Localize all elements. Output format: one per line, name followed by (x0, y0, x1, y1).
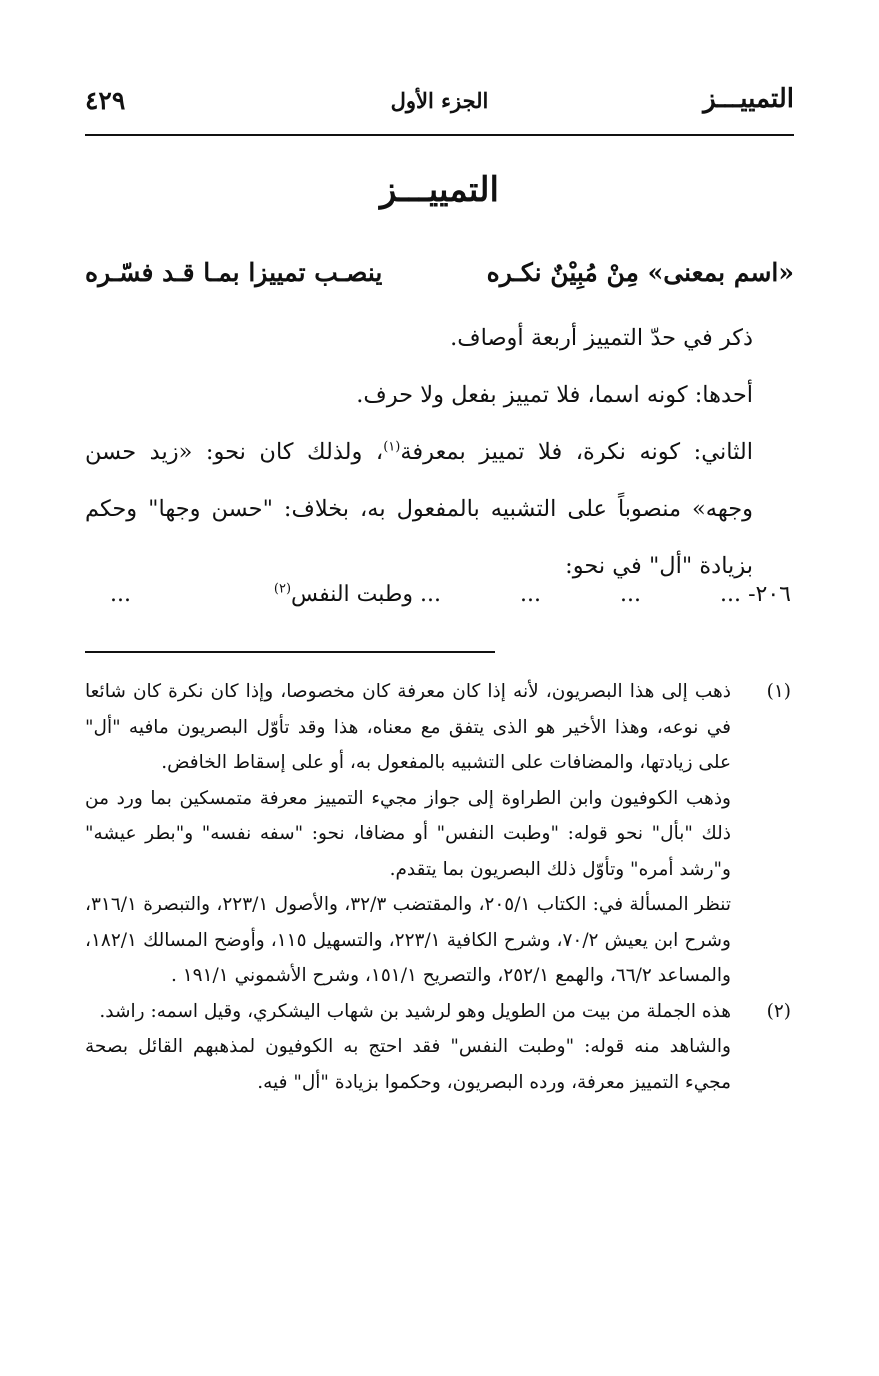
page-header (85, 84, 794, 120)
verse-first-hemistich: «اسم بمعنى» مِنْ مُبِيْنٌ نكـره (486, 258, 794, 287)
footnote (85, 674, 791, 994)
poem-number: ٢٠٦- (748, 582, 791, 607)
footnote-paragraph: تنظر المسألة في: الكتاب ٢٠٥/١، والمقتضب ٣٢/٣، والأصول ٢٢٣/١، والتبصرة ٣١٦/١، وشرح ابن يعيش ٧٠/٢، وشرح الكافية ٢٢٣/١، والتسهيل ١١٥، وأوضح المسالك ١٨٢/١، والمساعد ٦٦/٢، والهمع ٢٥٢/١، والتصريح ١٥١/١، وشرح الأشموني ١٩١/١ . (85, 894, 731, 986)
footnote (85, 994, 791, 1101)
chapter-title: التمييـــز (380, 170, 499, 210)
ellipsis: ... (520, 582, 541, 607)
poem-text: ... وطبت النفس (291, 582, 441, 607)
verse-line (85, 258, 794, 298)
poem-line (110, 582, 791, 622)
ellipsis: ... (720, 582, 741, 607)
footnote-number: (٢) (766, 1000, 791, 1022)
footnotes (85, 674, 791, 1100)
ellipsis: ... (620, 582, 641, 607)
ellipsis: ... (110, 582, 131, 607)
footnote-paragraph: والشاهد منه قوله: "وطبت النفس" فقد احتج به الكوفيون لمذهبهم القائل بصحة مجيء التمييز معرفة، ورده البصريون، وحكموا بزيادة "أل" فيه. (85, 1036, 731, 1093)
running-title: التمييـــز (703, 84, 794, 114)
footnote-paragraph: ذهب إلى هذا البصريون، لأنه إذا كان معرفة كان مخصوصا، وإذا كان نكرة كان شائعا في نوعه، وهذا الأخير هو الذى يتفق مع معناه، هذا وقد تأوّل البصريون مافيه "أل" على زيادتها، والمضافات على التشبيه بالمفعول به، أو على إسقاط الخافض. (85, 681, 731, 773)
verse-second-hemistich: ينصـب تمييزا بمـا قـد فسّـره (85, 258, 383, 287)
footnote-number: (١) (766, 681, 791, 702)
footnote-divider (85, 651, 495, 653)
body-paragraph: أحدها: كونه اسما، فلا تمييز بفعل ولا حرف. (356, 382, 753, 408)
volume-label: الجزء الأول (390, 88, 489, 113)
page-number: ٤٢٩ (85, 86, 126, 115)
main-text (85, 310, 791, 595)
body-paragraph (85, 424, 791, 595)
footnote-paragraph: وذهب الكوفيون وابن الطراوة إلى جواز مجيء التمييز معرفة متمسكين بما ورد من ذلك "بأل" نحو قوله: "وطبت النفس" أو مضافا، نحو: "سفه نفسه" و"بطر عيشه" و"رشد أمره" وتأوّل ذلك البصريون بما يتقدم. (85, 787, 731, 880)
body-paragraph: ذكر في حدّ التمييز أربعة أوصاف. (450, 325, 753, 351)
header-divider (85, 134, 794, 136)
footnote-ref: (٢) (273, 581, 292, 597)
footnote-ref: (١) (383, 439, 401, 455)
poem-segment (274, 582, 441, 607)
body-paragraph-rest: ، ولذلك كان نحو: «زيد حسن وجهه» منصوباً على التشبيه بالمفعول به، بخلاف: "حسن وجها" وحكم بزيادة "أل" في نحو: (85, 439, 753, 579)
footnote-paragraph: هذه الجملة من بيت من الطويل وهو لرشيد بن شهاب اليشكري، وقيل اسمه: راشد. (99, 1000, 731, 1022)
body-paragraph-start: الثاني: كونه نكرة، فلا تمييز بمعرفة (400, 439, 753, 465)
